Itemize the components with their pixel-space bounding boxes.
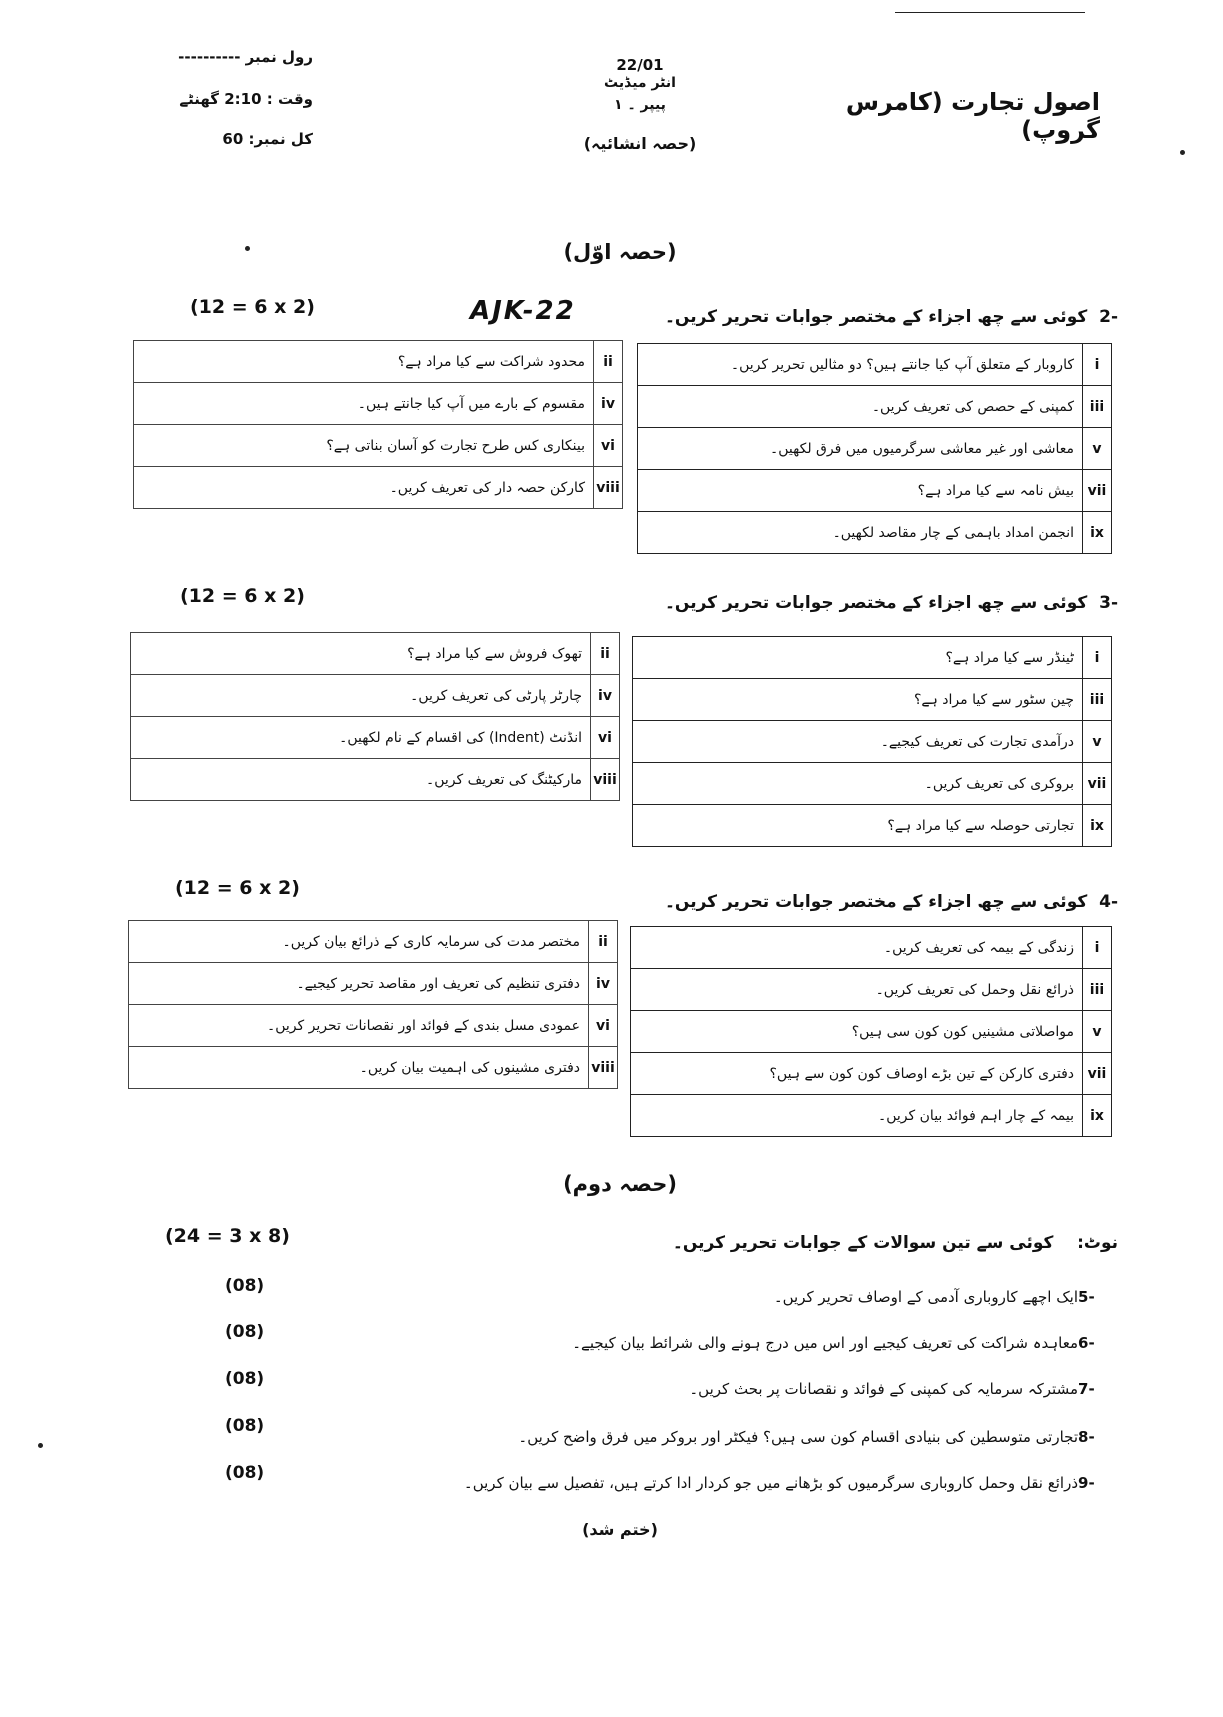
q8-marks: (08) <box>225 1416 265 1436</box>
q4-instruction <box>518 891 1118 912</box>
table-row: درآمدی تجارت کی تعریف کیجیے۔ v <box>633 721 1112 763</box>
q4-right-table <box>630 926 1112 1137</box>
q4-marks: (12 = 6 x 2) <box>175 877 300 899</box>
q2-text: کوئی سے چھ اجزاء کے مختصر جوابات تحریر کریں۔ <box>664 307 1088 327</box>
table-row: بیمہ کے چار اہم فوائد بیان کریں۔ ix <box>631 1095 1112 1137</box>
table-row: انڈنٹ (Indent) کی اقسام کے نام لکھیں۔ vi <box>131 717 620 759</box>
total-marks-label: کل نمبر: 60 <box>222 130 313 148</box>
q6-marks: (08) <box>225 1322 265 1342</box>
q3-instruction <box>518 592 1118 613</box>
table-row: تجارتی حوصلہ سے کیا مراد ہے؟ ix <box>633 805 1112 847</box>
paper-line: پیپر ۔ ۱ <box>614 97 666 113</box>
q9: -9ذرائع نقل وحمل کاروباری سرگرمیوں کو بڑھانے میں جو کردار ادا کرتے ہیں، تفصیل سے بیان کریں۔ <box>463 1474 1095 1492</box>
q2-marks: (12 = 6 x 2) <box>190 296 315 318</box>
table-row: بیش نامہ سے کیا مراد ہے؟ vii <box>638 470 1112 512</box>
q4-number: -4 <box>1099 892 1118 912</box>
top-rule <box>895 12 1085 13</box>
scan-speck <box>245 246 250 251</box>
table-row: دفتری تنظیم کی تعریف اور مقاصد تحریر کیجیے۔ iv <box>129 963 618 1005</box>
table-row: تھوک فروش سے کیا مراد ہے؟ ii <box>131 633 620 675</box>
q3-number: -3 <box>1099 593 1118 613</box>
table-row: کارکن حصہ دار کی تعریف کریں۔ viii <box>134 467 623 509</box>
q4-text: کوئی سے چھ اجزاء کے مختصر جوابات تحریر کریں۔ <box>664 892 1088 912</box>
note-label: نوٹ: <box>1077 1233 1118 1253</box>
q5: -5ایک اچھے کاروباری آدمی کے اوصاف تحریر کریں۔ <box>773 1288 1095 1306</box>
table-row: مقسوم کے بارے میں آپ کیا جانتے ہیں۔ iv <box>134 383 623 425</box>
q2-right-table <box>637 343 1112 554</box>
q2-left-table <box>133 340 623 509</box>
table-row: مختصر مدت کی سرمایہ کاری کے ذرائع بیان کریں۔ ii <box>129 921 618 963</box>
table-row: ذرائع نقل وحمل کی تعریف کریں۔ iii <box>631 969 1112 1011</box>
q7: -7مشترکہ سرمایہ کی کمپنی کے فوائد و نقصانات پر بحث کریں۔ <box>689 1380 1095 1398</box>
table-row: مارکیٹنگ کی تعریف کریں۔ viii <box>131 759 620 801</box>
q3-left-table <box>130 632 620 801</box>
table-row: دفتری کارکن کے تین بڑے اوصاف کون کون سے ہیں؟ vii <box>631 1053 1112 1095</box>
q3-marks: (12 = 6 x 2) <box>180 585 305 607</box>
table-row: کمپنی کے حصص کی تعریف کریں۔ iii <box>638 386 1112 428</box>
table-row: انجمن امداد باہمی کے چار مقاصد لکھیں۔ ix <box>638 512 1112 554</box>
table-row: محدود شراکت سے کیا مراد ہے؟ ii <box>134 341 623 383</box>
part2-note <box>418 1232 1118 1253</box>
table-row: دفتری مشینوں کی اہمیت بیان کریں۔ viii <box>129 1047 618 1089</box>
section-type: (حصہ انشائیہ) <box>583 134 697 153</box>
paper-code: 22/01 <box>616 56 664 74</box>
note-text: کوئی سے تین سوالات کے جوابات تحریر کریں۔ <box>672 1233 1054 1253</box>
q3-right-table <box>632 636 1112 847</box>
time-label: وقت : 2:10 گھنٹے <box>179 90 313 108</box>
q4-left-table <box>128 920 618 1089</box>
part2-marks: (24 = 3 x 8) <box>165 1225 290 1247</box>
board-stamp: AJK-22 <box>470 296 576 326</box>
roll-number-label: رول نمبر ---------- <box>178 48 313 66</box>
class-line: انٹر میڈیٹ <box>604 75 676 91</box>
table-row: چارٹر پارٹی کی تعریف کریں۔ iv <box>131 675 620 717</box>
end-marker: (ختم شد) <box>582 1520 658 1539</box>
table-row: زندگی کے بیمہ کی تعریف کریں۔ i <box>631 927 1112 969</box>
table-row: ٹینڈر سے کیا مراد ہے؟ i <box>633 637 1112 679</box>
part2-title: (حصہ دوم) <box>563 1172 677 1196</box>
q2-instruction <box>518 306 1118 327</box>
table-row: معاشی اور غیر معاشی سرگرمیوں میں فرق لکھیں۔ v <box>638 428 1112 470</box>
part1-title: (حصہ اوّل) <box>563 240 677 264</box>
subject-title: اصول تجارت (کامرس گروپ) <box>845 88 1100 144</box>
q8: -8تجارتی متوسطین کی بنیادی اقسام کون سی ہیں؟ فیکٹر اور بروکر میں فرق واضح کریں۔ <box>518 1428 1095 1446</box>
q6: -6معاہدہ شراکت کی تعریف کیجیے اور اس میں درج ہونے والی شرائط بیان کیجیے۔ <box>572 1334 1095 1352</box>
table-row: عمودی مسل بندی کے فوائد اور نقصانات تحریر کریں۔ vi <box>129 1005 618 1047</box>
q7-marks: (08) <box>225 1369 265 1389</box>
scan-speck <box>1180 150 1185 155</box>
table-row: چین سٹور سے کیا مراد ہے؟ iii <box>633 679 1112 721</box>
q2-number: -2 <box>1099 307 1118 327</box>
table-row: مواصلاتی مشینیں کون کون سی ہیں؟ v <box>631 1011 1112 1053</box>
table-row: بینکاری کس طرح تجارت کو آسان بناتی ہے؟ vi <box>134 425 623 467</box>
q3-text: کوئی سے چھ اجزاء کے مختصر جوابات تحریر کریں۔ <box>664 593 1088 613</box>
q5-marks: (08) <box>225 1276 265 1296</box>
table-row: کاروبار کے متعلق آپ کیا جانتے ہیں؟ دو مثالیں تحریر کریں۔ i <box>638 344 1112 386</box>
scan-speck <box>38 1443 43 1448</box>
q9-marks: (08) <box>225 1463 265 1483</box>
table-row: بروکری کی تعریف کریں۔ vii <box>633 763 1112 805</box>
